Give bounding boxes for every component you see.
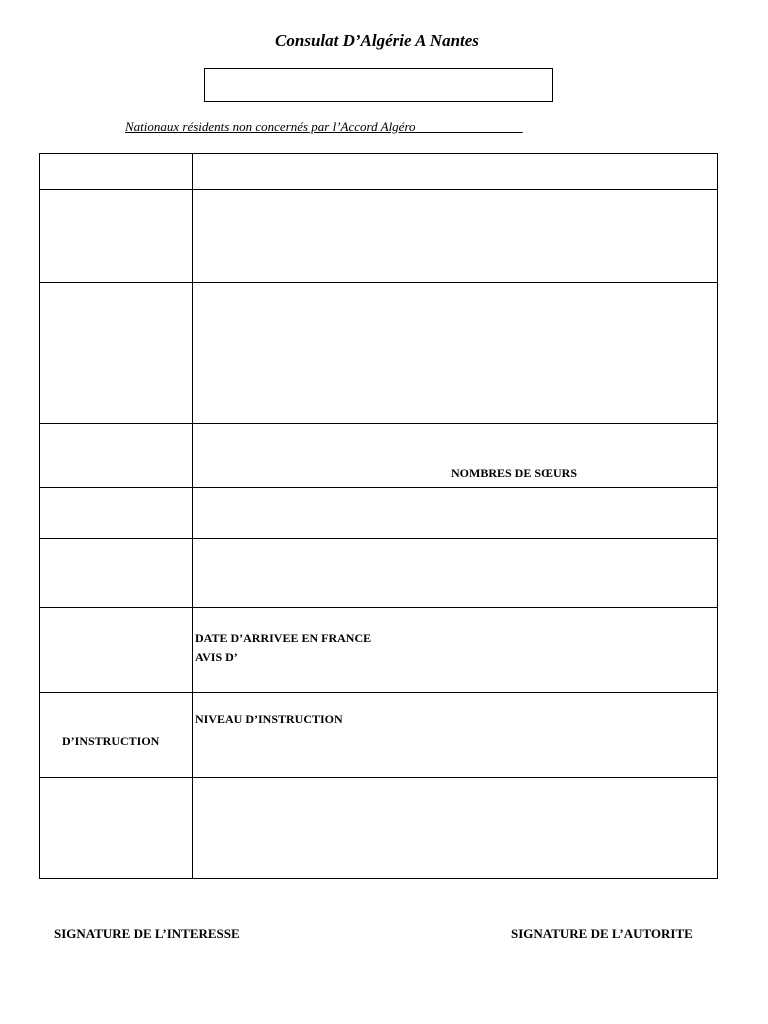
form-row-3 xyxy=(40,283,718,424)
signature-interested-label: SIGNATURE DE L’INTERESSE xyxy=(54,926,240,941)
form-row-2 xyxy=(40,190,718,283)
form-row-9 xyxy=(40,778,718,879)
page-title: Consulat D’Algérie A Nantes xyxy=(275,31,479,50)
form-value-cell[interactable] xyxy=(193,283,718,424)
form-label-cell xyxy=(40,539,193,608)
form-label-cell xyxy=(40,154,193,190)
form-label-cell xyxy=(40,778,193,879)
form-label-cell xyxy=(40,488,193,539)
arrival-date-label: DATE D’ARRIVEE EN FRANCE xyxy=(195,631,372,645)
subtitle-text: Nationaux résidents non concernés par l’Accord Algéro xyxy=(125,119,416,134)
form-label-cell xyxy=(40,608,193,693)
signature-authority-label: SIGNATURE DE L’AUTORITE xyxy=(511,926,693,941)
form-label-cell xyxy=(40,190,193,283)
form-table xyxy=(39,153,718,879)
avis-label: AVIS D’ xyxy=(195,650,238,664)
sisters-count-label: NOMBRES DE SŒURS xyxy=(451,466,578,480)
page-subtitle xyxy=(125,119,633,135)
form-value-cell[interactable] xyxy=(193,608,718,693)
form-row-4 xyxy=(40,424,718,488)
form-label-cell xyxy=(40,424,193,488)
form-row-6 xyxy=(40,539,718,608)
title-box xyxy=(204,68,553,102)
form-value-cell[interactable] xyxy=(193,693,718,778)
form-row-5 xyxy=(40,488,718,539)
form-label-cell xyxy=(40,283,193,424)
form-value-cell[interactable] xyxy=(193,424,718,488)
form-value-cell[interactable] xyxy=(193,539,718,608)
form-value-cell[interactable] xyxy=(193,154,718,190)
form-value-cell[interactable] xyxy=(193,488,718,539)
form-value-cell[interactable] xyxy=(193,190,718,283)
form-value-cell[interactable] xyxy=(193,778,718,879)
form-row-8 xyxy=(40,693,718,778)
form-row-7 xyxy=(40,608,718,693)
instruction-left-label: D’INSTRUCTION xyxy=(62,734,160,748)
form-row-1 xyxy=(40,154,718,190)
form-label-cell xyxy=(40,693,193,778)
instruction-level-label: NIVEAU D’INSTRUCTION xyxy=(195,712,343,726)
